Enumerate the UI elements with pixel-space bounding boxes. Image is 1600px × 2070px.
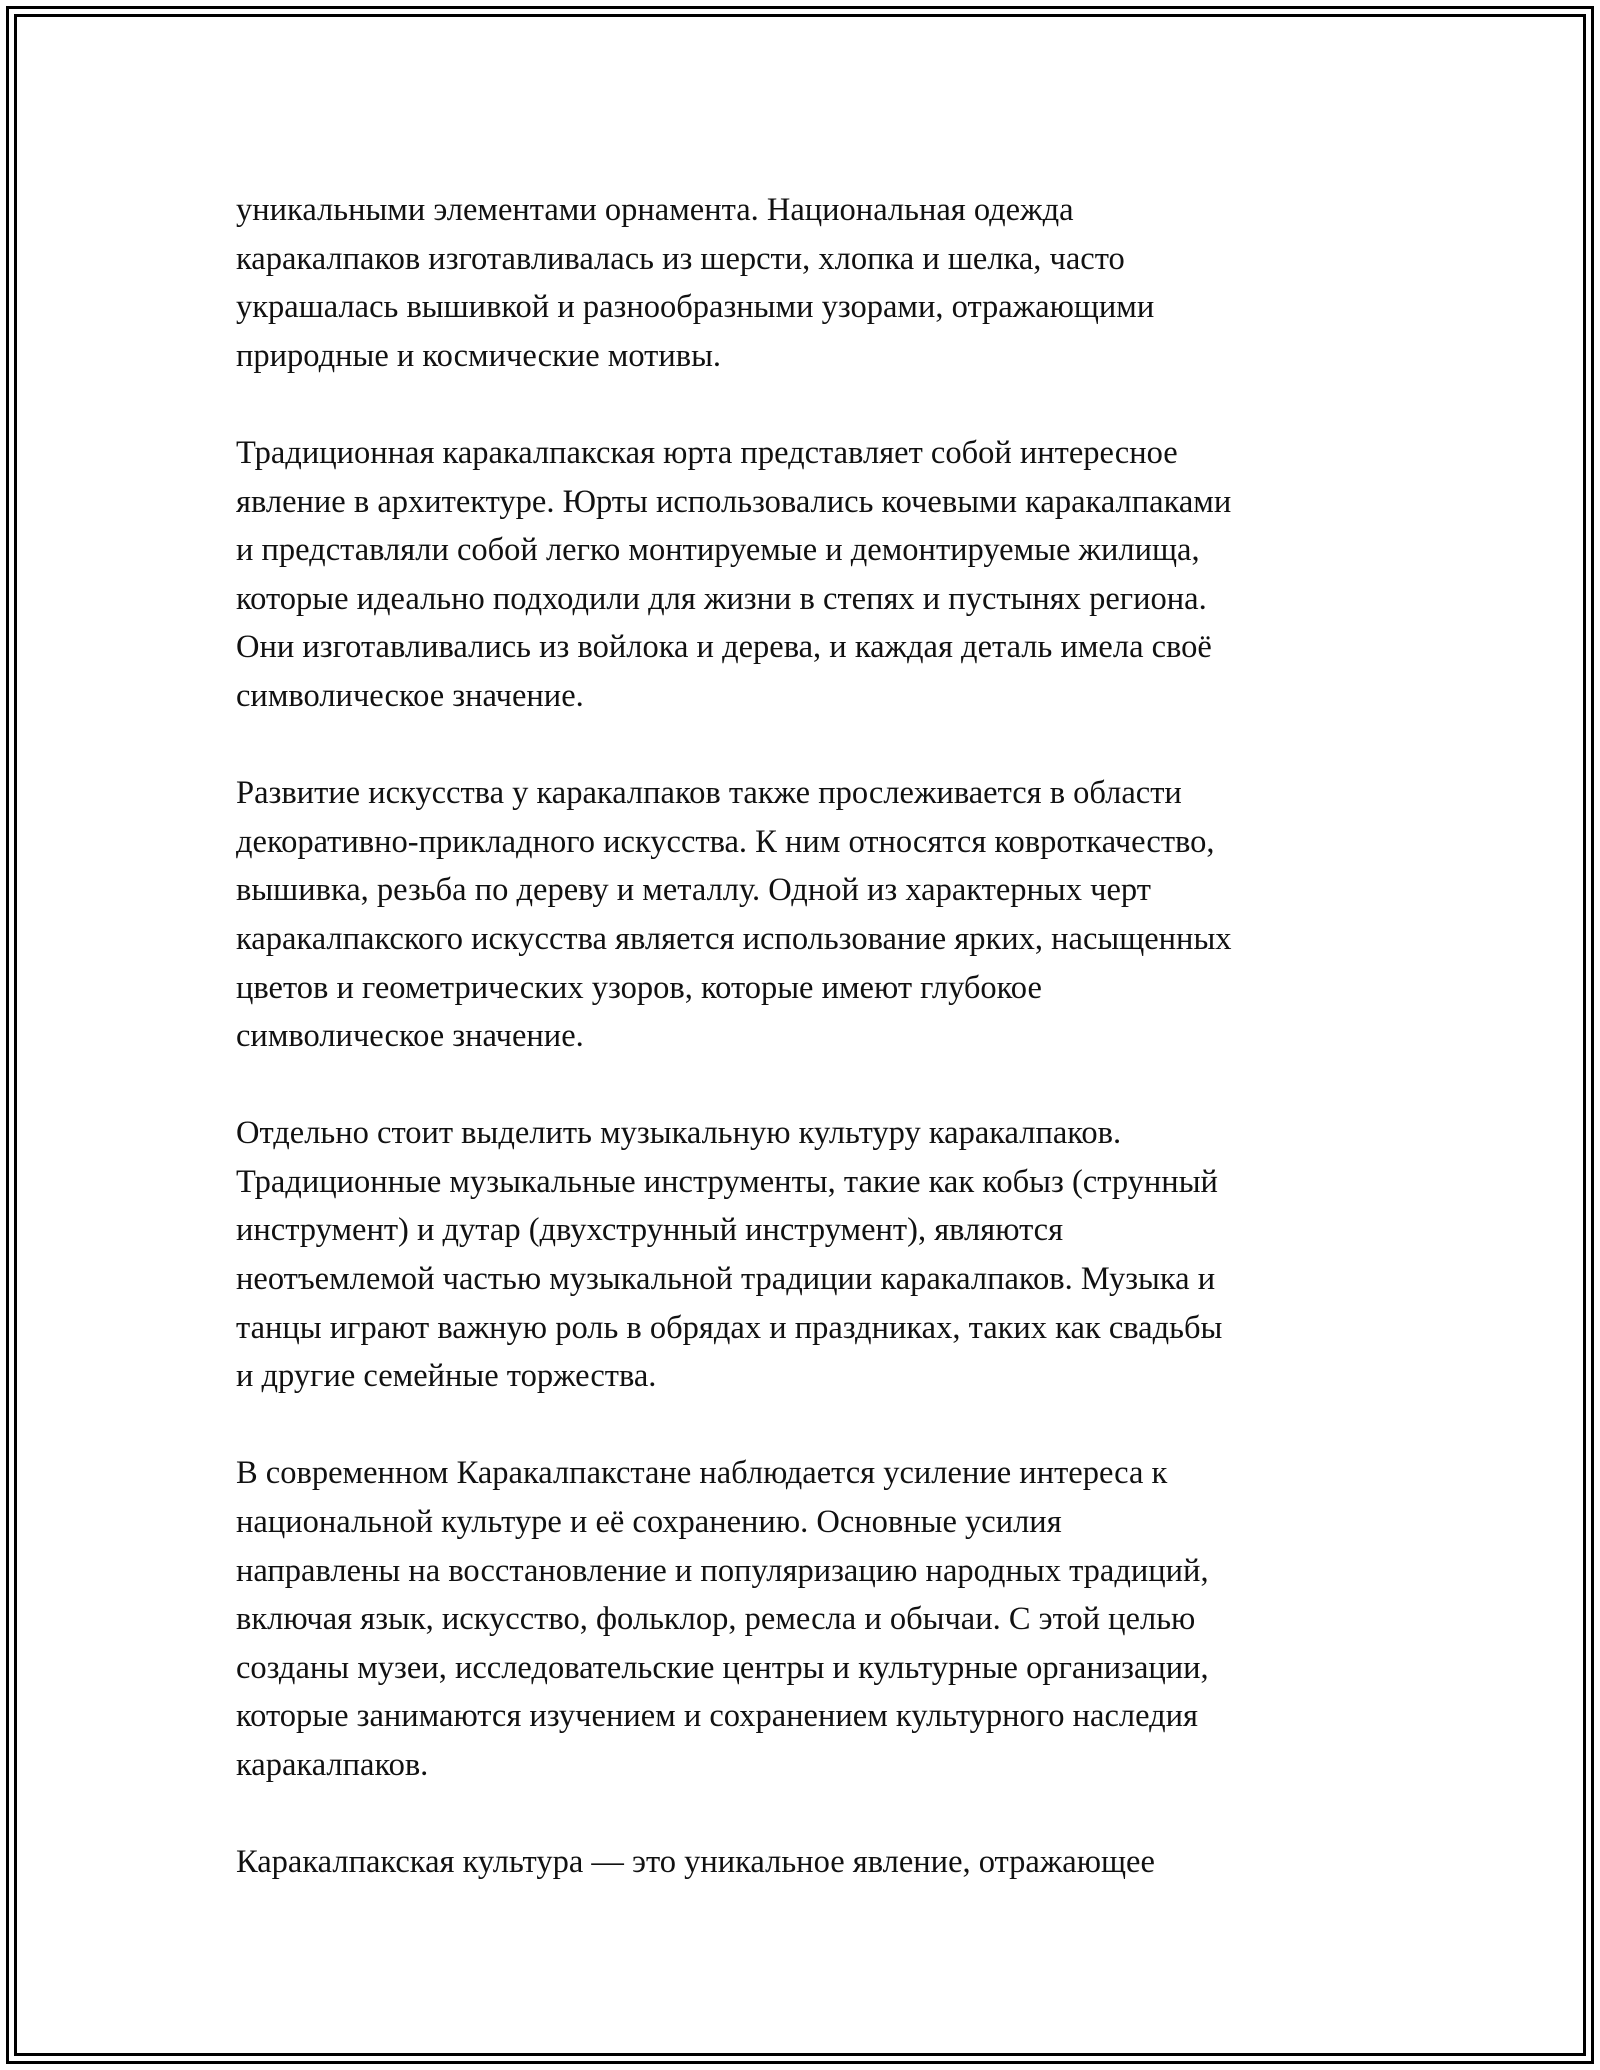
text-line: включая язык, искусство, фольклор, ремесла и обычаи. С этой целью [236,1601,1196,1638]
text-line: и другие семейные торжества. [236,1358,657,1395]
paragraph-modern-preservation [236,1449,1376,1789]
text-line: цветов и геометрических узоров, которые имеют глубокое [236,969,1042,1006]
text-line: которые занимаются изучением и сохранением культурного наследия [236,1698,1198,1735]
text-line: В современном Каракалпакстане наблюдается усиление интереса к [236,1455,1168,1492]
text-line: Отдельно стоит выделить музыкальную культуру каракалпаков. [236,1115,1122,1152]
text-line: каракалпакского искусства является использование ярких, насыщенных [236,920,1232,957]
text-line: вышивка, резьба по дереву и металлу. Одной из характерных черт [236,872,1151,909]
text-line: Развитие искусства у каракалпаков также прослеживается в области [236,775,1182,812]
paragraph-clothing [236,186,1376,380]
text-line: инструмент) и дутар (двухструнный инструмент), являются [236,1212,1064,1249]
text-line: которые идеально подходили для жизни в степях и пустынях региона. [236,580,1207,617]
paragraph-yurt [236,429,1376,721]
text-line: символическое значение. [236,1018,584,1055]
text-line: Традиционные музыкальные инструменты, такие как кобыз (струнный [236,1163,1218,1200]
paragraph-decorative-art [236,769,1376,1061]
text-line: Они изготавливались из войлока и дерева, и каждая деталь имела своё [236,629,1212,666]
text-line: и представляли собой легко монтируемые и демонтируемые жилища, [236,532,1200,569]
text-line: уникальными элементами орнамента. Национальная одежда [236,192,1074,228]
text-line: природные и космические мотивы. [236,337,722,374]
text-line: символическое значение. [236,677,584,714]
text-line: каракалпаков изготавливалась из шерсти, хлопка и шелка, часто [236,240,1125,277]
text-line: национальной культуре и её сохранению. Основные усилия [236,1504,1062,1541]
text-line: украшалась вышивкой и разнообразными узорами, отражающими [236,289,1155,326]
text-line: явление в архитектуре. Юрты использовались кочевыми каракалпаками [236,483,1232,520]
text-line: танцы играют важную роль в обрядах и праздниках, таких как свадьбы [236,1309,1223,1346]
text-line: Традиционная каракалпакская юрта представляет собой интересное [236,434,1178,471]
paragraph-conclusion [236,1838,1376,1887]
document-body [236,186,1376,1935]
paragraph-music [236,1109,1376,1401]
text-line: каракалпаков. [236,1747,429,1783]
text-line: Каракалпакская культура — это уникальное явление, отражающее [236,1844,1155,1881]
text-line: направлены на восстановление и популяризацию народных традиций, [236,1552,1209,1589]
text-line: созданы музеи, исследовательские центры и культурные организации, [236,1649,1209,1686]
text-line: неотъемлемой частью музыкальной традиции каракалпаков. Музыка и [236,1261,1216,1298]
text-line: декоративно-прикладного искусства. К ним относятся ковроткачество, [236,823,1215,860]
